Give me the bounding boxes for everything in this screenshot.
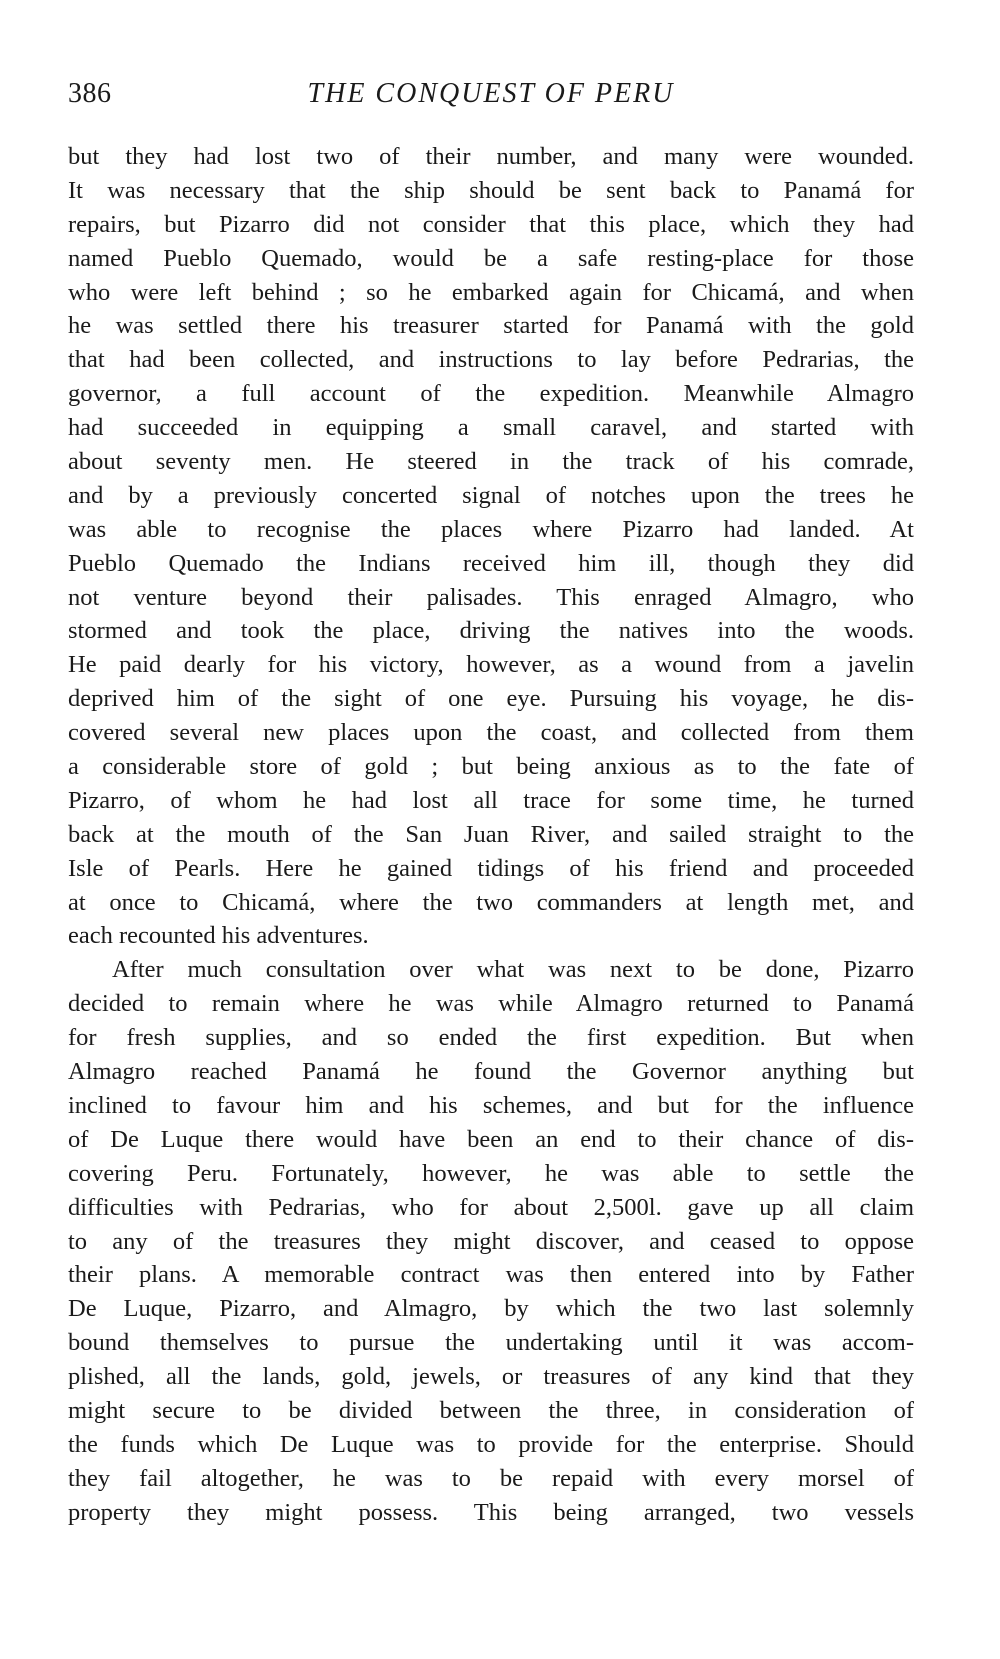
paragraph-start-line: After much consultation over what was next to be done, Pizarro <box>112 956 914 984</box>
text-line: difficulties with Pedrarias, who for about 2,500l. gave up all claim <box>68 1193 914 1221</box>
text-line: Isle of Pearls. Here he gained tidings of his friend and proceeded <box>68 854 914 882</box>
text-line: for fresh supplies, and so ended the first expedition. But when <box>68 1024 914 1052</box>
text-line: stormed and took the place, driving the natives into the woods. <box>68 617 914 645</box>
text-line: he was settled there his treasurer started for Panamá with the gold <box>68 312 914 340</box>
text-line: at once to Chicamá, where the two commanders at length met, and <box>68 888 914 916</box>
text-line: of De Luque there would have been an end to their chance of dis- <box>68 1125 914 1153</box>
text-line: covering Peru. Fortunately, however, he was able to settle the <box>68 1159 914 1187</box>
text-line: who were left behind ; so he embarked again for Chicamá, and when <box>68 278 914 306</box>
text-line: and by a previously concerted signal of notches upon the trees he <box>68 481 914 509</box>
text-line: inclined to favour him and his schemes, and but for the influence <box>68 1091 914 1119</box>
text-line: to any of the treasures they might discover, and ceased to oppose <box>68 1227 914 1255</box>
running-head <box>68 78 914 118</box>
text-line: Pizarro, of whom he had lost all trace for some time, he turned <box>68 786 914 814</box>
text-line: back at the mouth of the San Juan River, and sailed straight to the <box>68 820 914 848</box>
text-line: governor, a full account of the expedition. Meanwhile Almagro <box>68 380 914 408</box>
text-line: De Luque, Pizarro, and Almagro, by which the two last solemnly <box>68 1295 914 1323</box>
text-line: property they might possess. This being arranged, two vessels <box>68 1498 914 1526</box>
text-line: a considerable store of gold ; but being anxious as to the fate of <box>68 753 914 781</box>
text-line: not venture beyond their palisades. This enraged Almagro, who <box>68 583 914 611</box>
text-line: covered several new places upon the coast, and collected from them <box>68 719 914 747</box>
text-line: named Pueblo Quemado, would be a safe resting-place for those <box>68 244 914 272</box>
text-line: their plans. A memorable contract was then entered into by Father <box>68 1261 914 1289</box>
text-line: He paid dearly for his victory, however, as a wound from a javelin <box>68 651 914 679</box>
running-title: THE CONQUEST OF PERU <box>307 78 675 109</box>
text-line: decided to remain where he was while Almagro returned to Panamá <box>68 990 914 1018</box>
text-line: It was necessary that the ship should be sent back to Panamá for <box>68 176 914 204</box>
text-line: had succeeded in equipping a small caravel, and started with <box>68 414 914 442</box>
body-text <box>68 140 914 1530</box>
text-line: repairs, but Pizarro did not consider that this place, which they had <box>68 210 914 238</box>
text-line: the funds which De Luque was to provide for the enterprise. Should <box>68 1430 914 1458</box>
page-number: 386 <box>68 78 112 109</box>
text-line: they fail altogether, he was to be repaid with every morsel of <box>68 1464 914 1492</box>
text-line: about seventy men. He steered in the track of his comrade, <box>68 448 914 476</box>
paragraph-end-line: each recounted his adventures. <box>68 922 369 950</box>
text-line: but they had lost two of their number, and many were wounded. <box>68 143 914 170</box>
text-line: might secure to be divided between the three, in consideration of <box>68 1396 914 1424</box>
book-page <box>68 0 914 1659</box>
text-line: plished, all the lands, gold, jewels, or treasures of any kind that they <box>68 1363 914 1391</box>
text-line: bound themselves to pursue the undertaking until it was accom- <box>68 1329 914 1357</box>
text-line: that had been collected, and instructions to lay before Pedrarias, the <box>68 346 914 374</box>
text-line: Pueblo Quemado the Indians received him ill, though they did <box>68 549 914 577</box>
text-line: Almagro reached Panamá he found the Governor anything but <box>68 1058 914 1086</box>
text-line: deprived him of the sight of one eye. Pursuing his voyage, he dis- <box>68 685 914 713</box>
text-line: was able to recognise the places where Pizarro had landed. At <box>68 515 914 543</box>
